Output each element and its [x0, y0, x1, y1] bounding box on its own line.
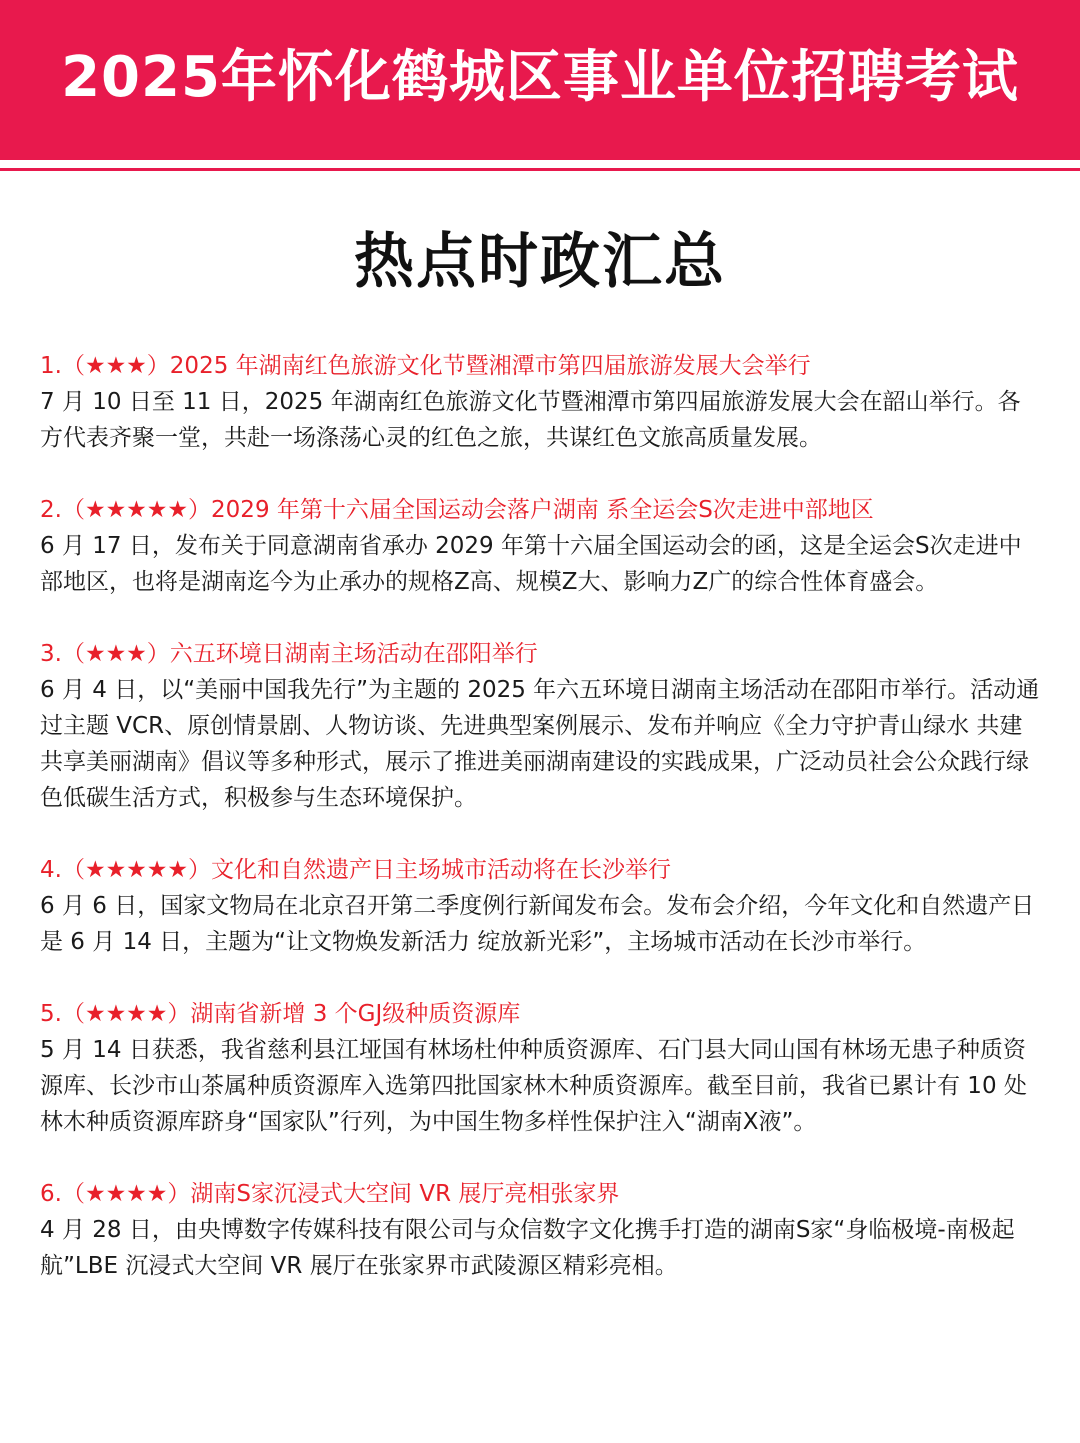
news-item-body: 6 月 17 日，发布关于同意湖南省承办 2029 年第十六届全国运动会的函，这是全运会S次走进中部地区，也将是湖南迄今为止承办的规格Z高、规模Z大、影响力Z广的综合性体育盛会。 [40, 533, 1022, 595]
news-item-body: 4 月 28 日，由央博数字传媒科技有限公司与众信数字文化携手打造的湖南S家“身临极境-南极起航”LBE 沉浸式大空间 VR 展厅在张家界市武陵源区精彩亮相。 [40, 1217, 1015, 1279]
news-item-heading: 5.（★★★★）湖南省新增 3 个GJ级种质资源库 [40, 1001, 521, 1027]
news-item-body: 6 月 6 日，国家文物局在北京召开第二季度例行新闻发布会。发布会介绍，今年文化和自然遗产日是 6 月 14 日，主题为“让文物焕发新活力 绽放新光彩”，主场城市活动在长沙市举行。 [40, 893, 1035, 955]
news-item-heading: 1.（★★★）2025 年湖南红色旅游文化节暨湘潭市第四届旅游发展大会举行 [40, 353, 811, 379]
page-title: 热点时政汇总 [354, 227, 726, 297]
news-item-heading: 2.（★★★★★）2029 年第十六届全国运动会落户湖南 系全运会S次走进中部地区 [40, 497, 874, 523]
news-item [40, 492, 1040, 600]
news-item [40, 996, 1040, 1140]
news-list [40, 348, 1040, 1284]
news-item [40, 348, 1040, 456]
news-item-heading: 6.（★★★★）湖南S家沉浸式大空间 VR 展厅亮相张家界 [40, 1181, 620, 1207]
news-item [40, 636, 1040, 816]
banner-title: 2025年怀化鹤城区事业单位招聘考试 [61, 45, 1019, 110]
news-item-heading: 3.（★★★）六五环境日湖南主场活动在邵阳举行 [40, 641, 538, 667]
news-item-body: 5 月 14 日获悉，我省慈利县江垭国有林场杜仲种质资源库、石门县大同山国有林场无患子种质资源库、长沙市山茶属种质资源库入选第四批国家林木种质资源库。截至目前，我省已累计有 10 处林木种质资源库跻身“国家队”行列，为中国生物多样性保护注入“湖南X液”。 [40, 1037, 1027, 1135]
news-item-body: 6 月 4 日，以“美丽中国我先行”为主题的 2025 年六五环境日湖南主场活动在邵阳市举行。活动通过主题 VCR、原创情景剧、人物访谈、先进典型案例展示、发布并响应《全力守护青山绿水 共建共享美丽湖南》倡议等多种形式，展示了推进美丽湖南建设的实践成果，广泛动员社会公众践行绿色低碳生活方式，积极参与生态环境保护。 [40, 677, 1040, 811]
news-item [40, 1176, 1040, 1284]
news-item-body: 7 月 10 日至 11 日，2025 年湖南红色旅游文化节暨湘潭市第四届旅游发展大会在韶山举行。各方代表齐聚一堂，共赴一场涤荡心灵的红色之旅，共谋红色文旅高质量发展。 [40, 389, 1021, 451]
news-item-heading: 4.（★★★★★）文化和自然遗产日主场城市活动将在长沙举行 [40, 857, 672, 883]
news-item [40, 852, 1040, 960]
header-banner [0, 0, 1080, 160]
divider-line [0, 168, 1080, 171]
